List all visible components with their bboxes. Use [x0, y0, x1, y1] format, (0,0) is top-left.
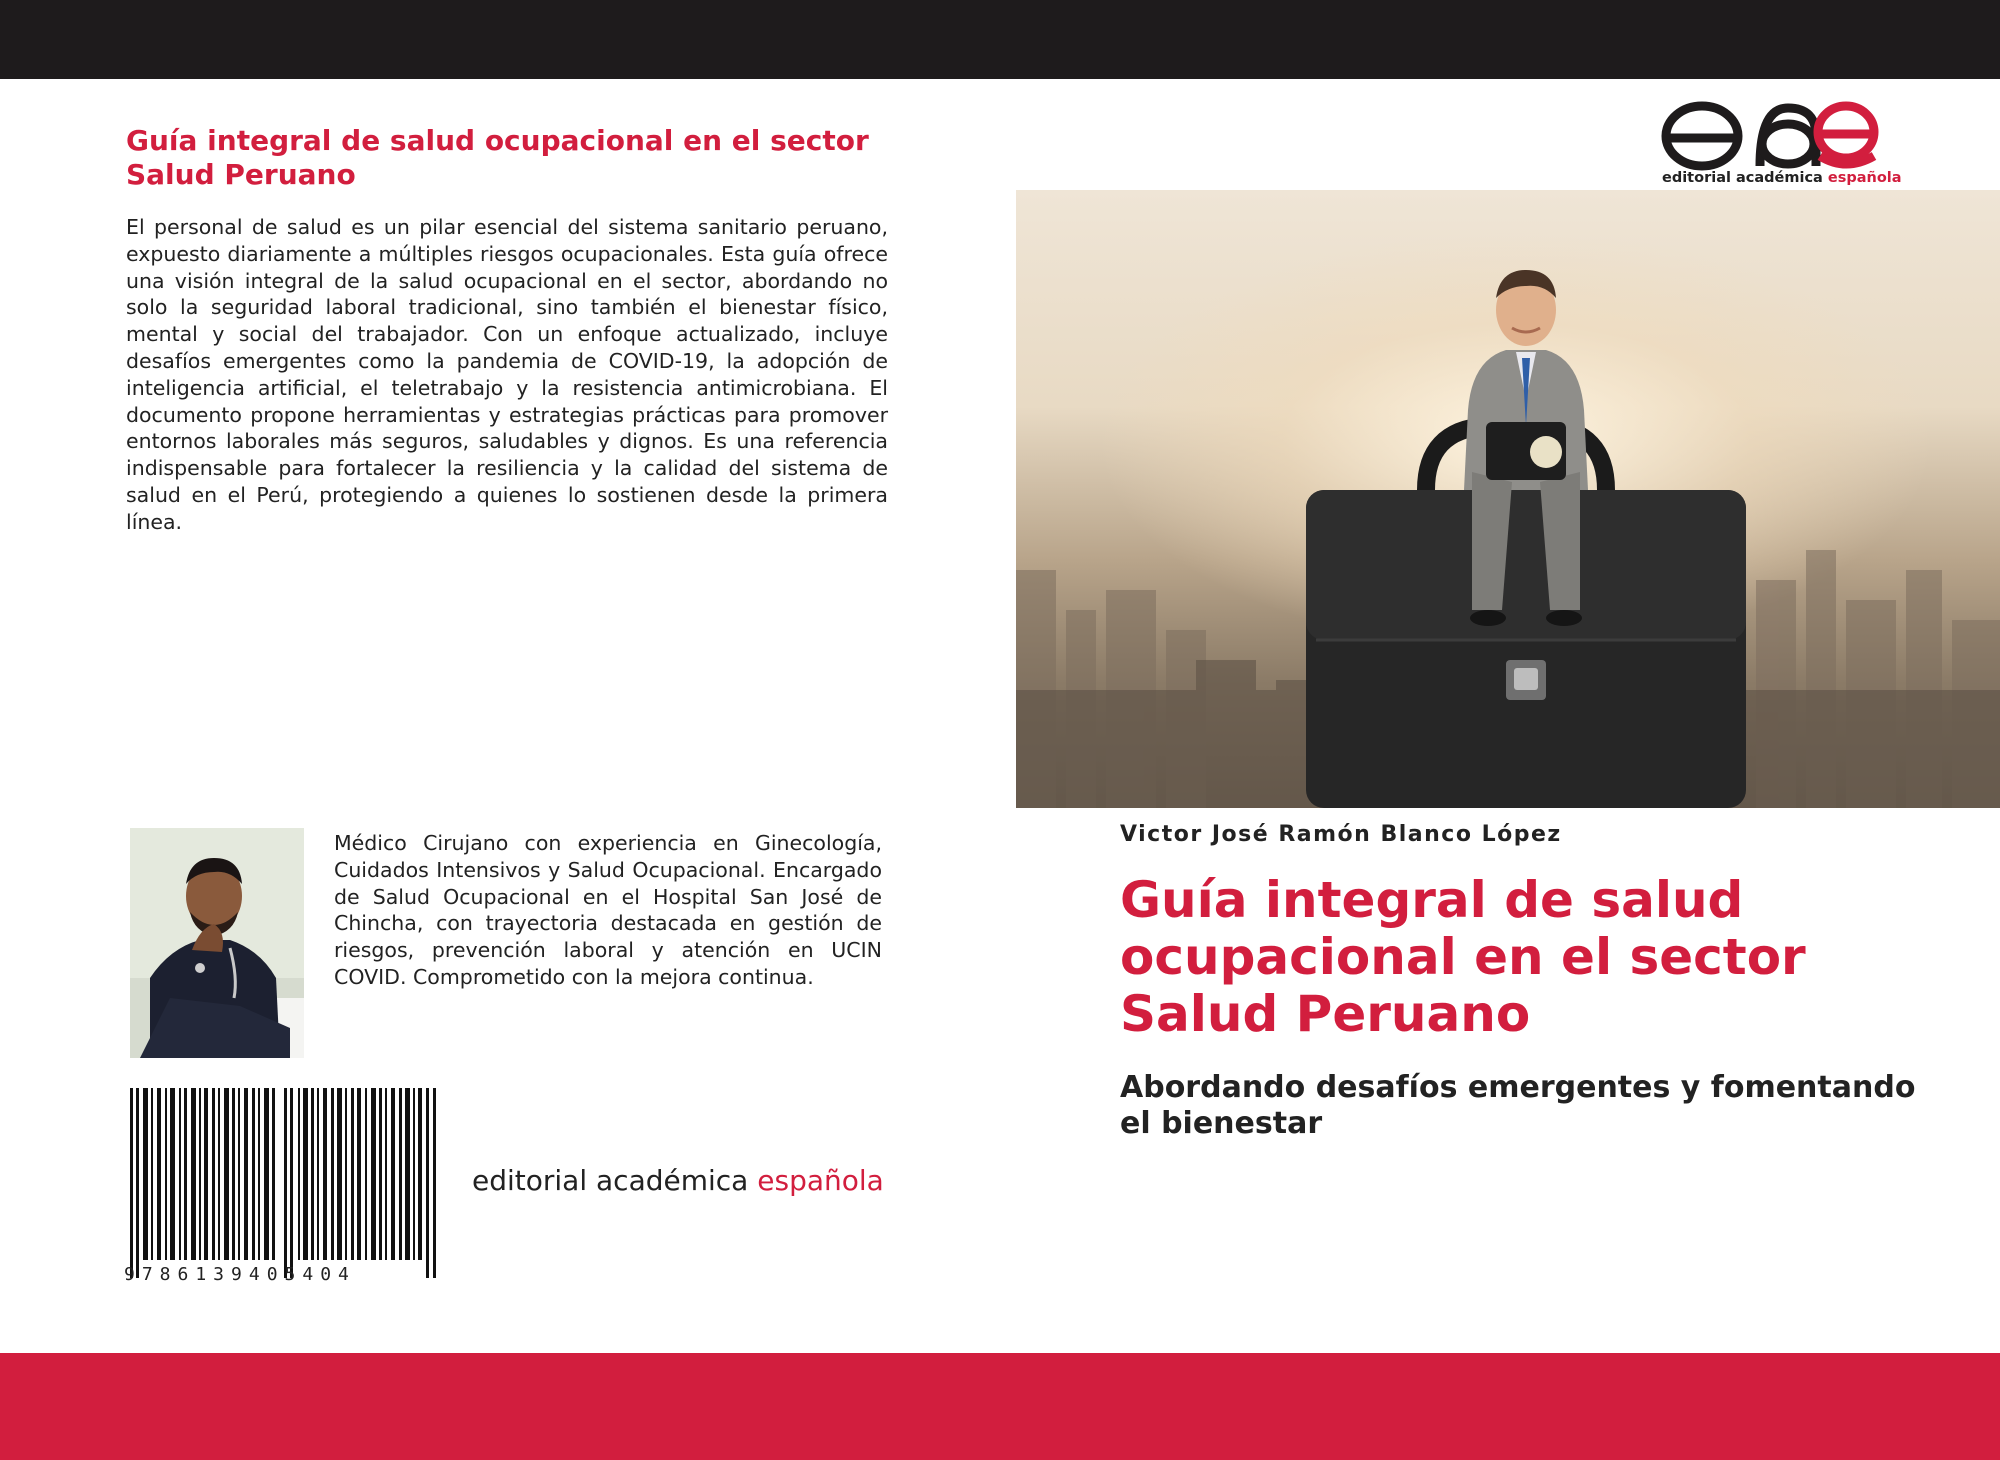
logo-caption-accent: española — [1827, 170, 1902, 186]
front-cover-title: Guía integral de salud ocupacional en el sector Salud Peruano — [1120, 871, 1806, 1043]
bottom-red-band — [0, 1353, 2000, 1460]
publisher-name-accent: española — [757, 1164, 884, 1197]
author-bio: Médico Cirujano con experiencia en Ginecología, Cuidados Intensivos y Salud Ocupacional. Encargado de Salud Ocupacional en el Hospital San José de Chincha, con trayectoria destacada en gestión de riesgos, prevención laboral y atención en UCIN COVID. Comprometido con la mejora continua. — [334, 831, 882, 989]
back-cover-title: Guía integral de salud ocupacional en el sector Salud Peruano — [126, 124, 869, 191]
front-author-name: Victor José Ramón Blanco López — [1120, 822, 1562, 847]
author-photo-illustration — [130, 828, 304, 1058]
logo-caption — [1662, 170, 1902, 186]
publisher-name-main: editorial académica — [472, 1164, 758, 1197]
author-photo — [130, 828, 304, 1058]
logo-caption-main: editorial académica — [1662, 170, 1828, 186]
publisher-name — [472, 1164, 884, 1197]
isbn-digits: 9786139405404 — [124, 1264, 356, 1285]
cover-image-businessman-on-briefcase — [1016, 190, 2000, 808]
front-cover-subtitle: Abordando desafíos emergentes y fomentando el bienestar — [1120, 1070, 1916, 1141]
cover-illustration — [1016, 190, 2000, 808]
back-cover-description: El personal de salud es un pilar esencial del sistema sanitario peruano, expuesto diariamente a múltiples riesgos ocupacionales. Esta guía ofrece una visión integral de la salud ocupacional en el sector, abordando no solo la seguridad laboral tradicional, sino también el bienestar físico, mental y social del trabajador. Con un enfoque actualizado, incluye desafíos emergentes como la pandemia de COVID-19, la adopción de inteligencia artificial, el teletrabajo y la resistencia antimicrobiana. El documento propone herramientas y estrategias prácticas para promover entornos laborales más seguros, saludables y dignos. Es una referencia indispensable para fortalecer la resiliencia y la calidad del sistema de salud en el Perú, protegiendo a quienes lo sostienen desde la primera línea. — [126, 215, 888, 534]
top-dark-band — [0, 0, 2000, 79]
barcode — [128, 1088, 458, 1288]
